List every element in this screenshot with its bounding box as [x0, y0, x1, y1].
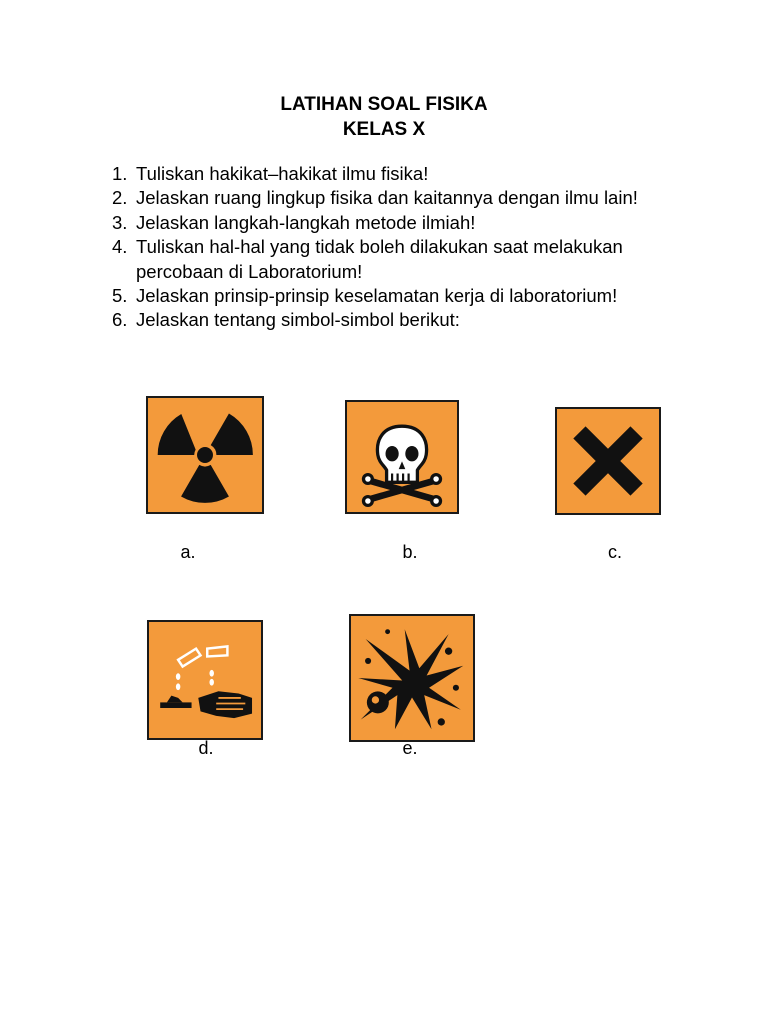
- symbol-label-a: a.: [180, 542, 196, 562]
- question-text: Jelaskan ruang lingkup fisika dan kaitannya dengan ilmu lain!: [136, 187, 638, 209]
- question-text: Jelaskan tentang simbol-simbol berikut:: [136, 309, 460, 331]
- page-title: [0, 92, 768, 142]
- subtitle-line: KELAS X: [342, 119, 426, 140]
- question-list: [112, 162, 672, 333]
- question-number: 6.: [112, 309, 128, 331]
- question-number: 2.: [112, 187, 128, 209]
- title-line: LATIHAN SOAL FISIKA: [280, 94, 488, 115]
- corrosive-icon: [147, 620, 263, 740]
- explosive-icon: [349, 614, 475, 742]
- question-item: [112, 284, 672, 308]
- question-item: [112, 186, 672, 210]
- symbol-label-e: e.: [402, 738, 418, 758]
- question-number: 4.: [112, 236, 128, 258]
- toxic-skull-icon: [345, 400, 459, 514]
- question-text: Jelaskan langkah-langkah metode ilmiah!: [136, 211, 476, 233]
- question-item: [112, 162, 672, 186]
- symbol-label-c: c.: [607, 542, 622, 562]
- radioactive-icon: [146, 396, 264, 514]
- symbol-label-d: d.: [198, 738, 214, 758]
- question-text: Tuliskan hal-hal yang tidak boleh dilakukan saat melakukan percobaan di Laboratorium!: [136, 236, 623, 282]
- question-number: 5.: [112, 285, 128, 307]
- question-item: [112, 308, 672, 332]
- question-item: [112, 235, 672, 284]
- harmful-x-icon: [555, 407, 661, 515]
- question-number: 3.: [112, 211, 128, 233]
- question-number: 1.: [112, 163, 128, 184]
- symbol-label-b: b.: [402, 542, 418, 562]
- question-text: Tuliskan hakikat–hakikat ilmu fisika!: [136, 163, 429, 184]
- question-text: Jelaskan prinsip-prinsip keselamatan kerja di laboratorium!: [136, 285, 618, 307]
- question-item: [112, 211, 672, 235]
